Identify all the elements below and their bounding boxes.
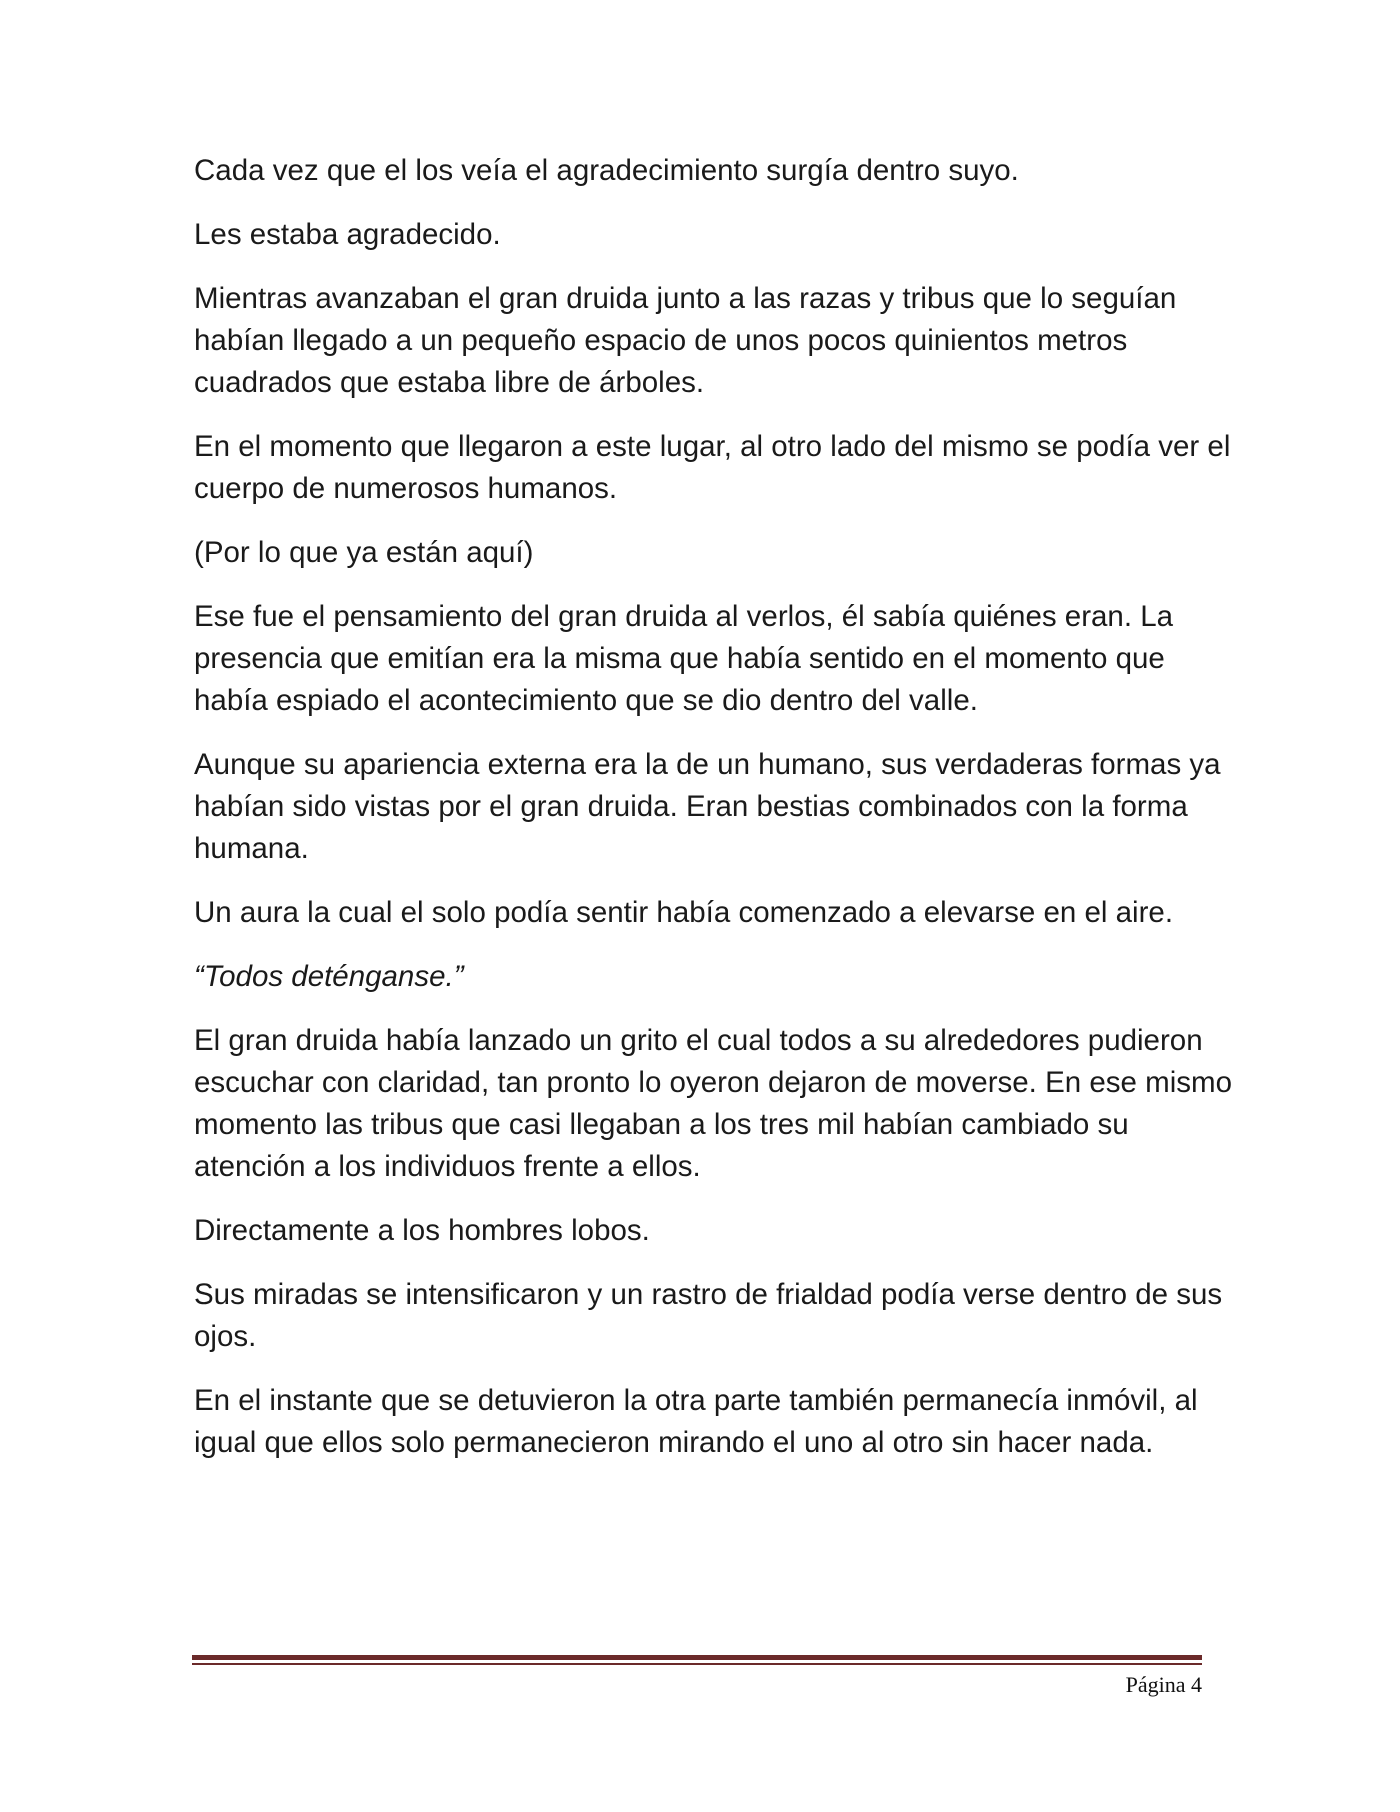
paragraph: En el momento que llegaron a este lugar, al otro lado del mismo se podía ver el cuerpo de numerosos humanos.: [194, 430, 1231, 505]
paragraph: Les estaba agradecido.: [194, 218, 501, 251]
paragraph: Sus miradas se intensificaron y un rastro de frialdad podía verse dentro de sus ojos.: [194, 1278, 1223, 1353]
paragraph: Mientras avanzaban el gran druida junto a las razas y tribus que lo seguían habían llegado a un pequeño espacio de unos pocos quinientos metros cuadrados que estaba libre de árboles.: [194, 282, 1177, 399]
paragraph: El gran druida había lanzado un grito el cual todos a su alrededores pudieron escuchar con claridad, tan pronto lo oyeron dejaron de moverse. En ese mismo momento las tribus que casi llegaban a los tres mil habían cambiado su atención a los individuos frente a ellos.: [194, 1024, 1232, 1183]
page-number: Página 4: [1125, 1672, 1202, 1697]
paragraph: Un aura la cual el solo podía sentir había comenzado a elevarse en el aire.: [194, 896, 1174, 929]
paragraph: Directamente a los hombres lobos.: [194, 1214, 650, 1247]
paragraph: En el instante que se detuvieron la otra parte también permanecía inmóvil, al igual que ellos solo permanecieron mirando el uno al otro sin hacer nada.: [194, 1384, 1198, 1459]
paragraph: Cada vez que el los veía el agradecimiento surgía dentro suyo.: [194, 154, 1019, 187]
body-text: [194, 150, 1234, 1486]
paragraph: Ese fue el pensamiento del gran druida al verlos, él sabía quiénes eran. La presencia que emitían era la misma que había sentido en el momento que había espiado el acontecimiento que se dio dentro del valle.: [194, 600, 1174, 717]
footer-divider: [192, 1655, 1202, 1665]
dialogue-paragraph: “Todos deténganse.”: [194, 960, 464, 993]
footer-divider-thin: [192, 1663, 1202, 1665]
paragraph: Aunque su apariencia externa era la de un humano, sus verdaderas formas ya habían sido vistas por el gran druida. Eran bestias combinados con la forma humana.: [194, 748, 1221, 865]
paragraph: (Por lo que ya están aquí): [194, 536, 534, 569]
